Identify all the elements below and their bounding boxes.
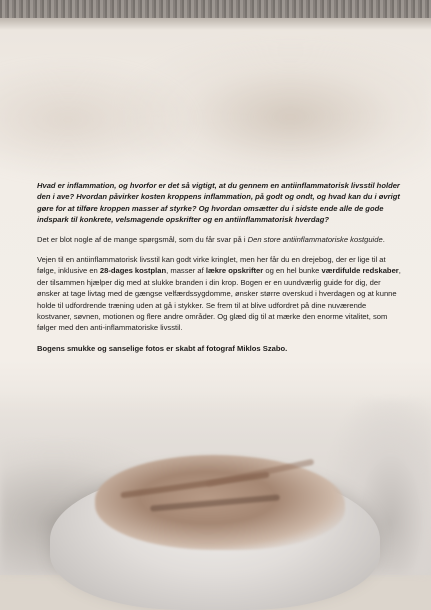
- lead-end: .: [382, 234, 385, 244]
- blurred-photo-top-left: [0, 60, 200, 180]
- body-text: Vejen til en antiinflammatorisk livsstil kan godt virke kringlet, men her får du en drejebog, der er lige til at følge, inklusive en: [37, 255, 386, 276]
- background-surface-texture: [0, 0, 431, 18]
- body-text: , der tilsammen hjælper dig med at slukke branden i din krop. Bogen er en uundværlig guide for dig, der ønsker at tage livtag med de gængse velfærdssygdomme, ønsker større overskud i hverdagen og at kunne holde til udfordrende træning uden at gå i stykker. Se frem til at blive udfordret på dine nuværende kostvaner, søvnen, motionen og flere andre områder. Og glæd dig til at mærke den enorme vitalitet, som følger med den anti-inflammatoriske livsstil.: [37, 266, 401, 333]
- highlight-tools: værdifulde redskaber: [321, 266, 399, 276]
- body-text: , masser af: [166, 266, 206, 276]
- body-paragraph: [37, 254, 401, 334]
- intro-question: Hvad er inflammation, og hvorfor er det så vigtigt, at du gennem en antiinflammatorisk livsstil holder den i ave? Hvordan påvirker kosten kroppens inflammation, på godt og ondt, og hvad kan du i øvrigt gøre for at tilføre kroppen masser af styrke? Og hvordan omsætter du i sidste ende alle de gode indspark til konkrete, velsmagende opskrifter og en antiinflammatorisk hverdag?: [37, 181, 400, 225]
- lead-paragraph: [37, 234, 401, 245]
- body-text: og en hel bunke: [263, 266, 322, 276]
- photo-credit: Bogens smukke og sanselige fotos er skabt af fotograf Miklos Szabo.: [37, 343, 288, 353]
- back-cover-text: [37, 180, 401, 354]
- lead-text: Det er blot nogle af de mange spørgsmål, som du får svar på i: [37, 234, 248, 244]
- highlight-recipes: lækre opskrifter: [205, 266, 264, 276]
- book-title: Den store antiinflammatoriske kostguide: [247, 234, 383, 244]
- highlight-meal-plan: 28-dages kostplan: [99, 266, 167, 276]
